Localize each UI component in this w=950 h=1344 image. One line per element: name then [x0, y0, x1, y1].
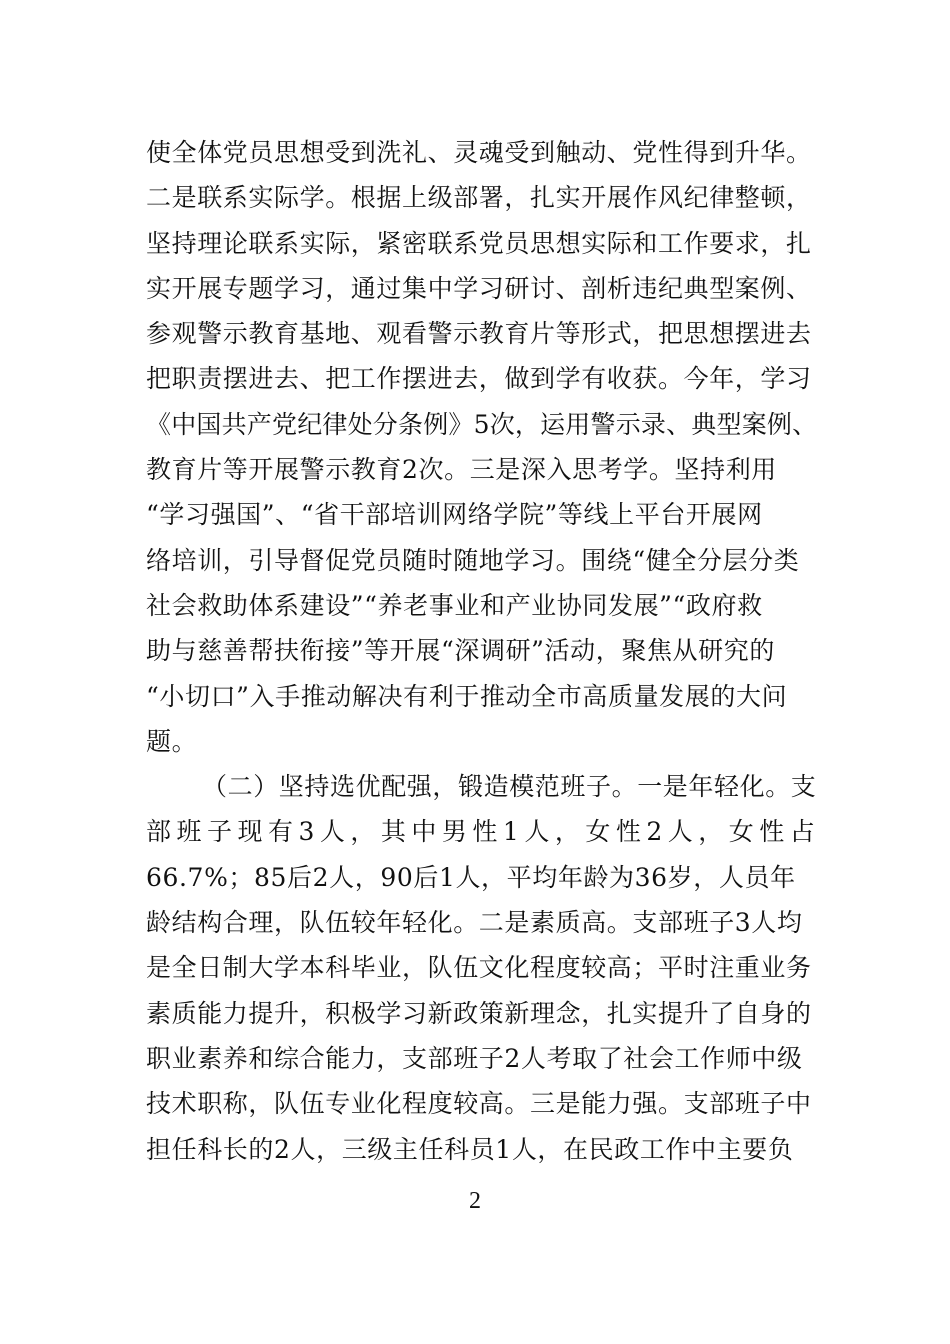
- text-line: 二是联系实际学。根据上级部署，扎实开展作风纪律整顿，: [146, 183, 812, 213]
- text-line: “小切口”入手推动解决有利于推动全市高质量发展的大问: [146, 681, 788, 711]
- text-line: 实开展专题学习，通过集中学习研讨、剖析违纪典型案例、: [146, 273, 812, 303]
- text-line: 社会救助体系建设”“养老事业和产业协同发展”“政府救: [146, 590, 763, 620]
- text-line: 使全体党员思想受到洗礼、灵魂受到触动、党性得到升华。: [146, 138, 812, 167]
- text-line: 题。: [146, 726, 198, 756]
- text-line: 《中国共产党纪律处分条例》5次，运用警示录、典型案例、: [146, 409, 818, 439]
- text-line: 66.7%；85后2人，90后1人，平均年龄为36岁，人员年: [146, 862, 796, 892]
- page-number: 2: [469, 1188, 481, 1214]
- section-heading-line: （二）坚持选优配强，锻造模范班子。一是年轻化。支: [202, 772, 817, 802]
- text-line: 络培训，引导督促党员随时随地学习。围绕“健全分层分类: [146, 545, 800, 575]
- text-line: 担任科长的2人，三级主任科员1人，在民政工作中主要负: [146, 1134, 794, 1164]
- text-line: 助与慈善帮扶衔接”等开展“深调研”活动，聚焦从研究的: [146, 636, 775, 666]
- text-line: 教育片等开展警示教育2次。三是深入思考学。坚持利用: [146, 455, 777, 485]
- text-line: 职业素养和综合能力，支部班子2人考取了社会工作师中级: [146, 1043, 803, 1073]
- text-line: 部班子现有3人，其中男性1人，女性2人，女性占: [146, 817, 821, 847]
- body-text: [146, 130, 826, 1172]
- text-line: 参观警示教育基地、观看警示教育片等形式，把思想摆进去: [146, 319, 812, 349]
- text-line: 素质能力提升，积极学习新政策新理念，扎实提升了自身的: [146, 998, 812, 1028]
- text-line: 把职责摆进去、把工作摆进去，做到学有收获。今年，学习: [146, 364, 812, 394]
- text-line: 技术职称，队伍专业化程度较高。三是能力强。支部班子中: [146, 1089, 812, 1119]
- text-line: 坚持理论联系实际，紧密联系党员思想实际和工作要求，扎: [146, 228, 812, 258]
- text-line: 龄结构合理，队伍较年轻化。二是素质高。支部班子3人均: [146, 908, 803, 938]
- text-line: “学习强国”、“省干部培训网络学院”等线上平台开展网: [146, 500, 763, 530]
- text-line: 是全日制大学本科毕业，队伍文化程度较高；平时注重业务: [146, 953, 812, 983]
